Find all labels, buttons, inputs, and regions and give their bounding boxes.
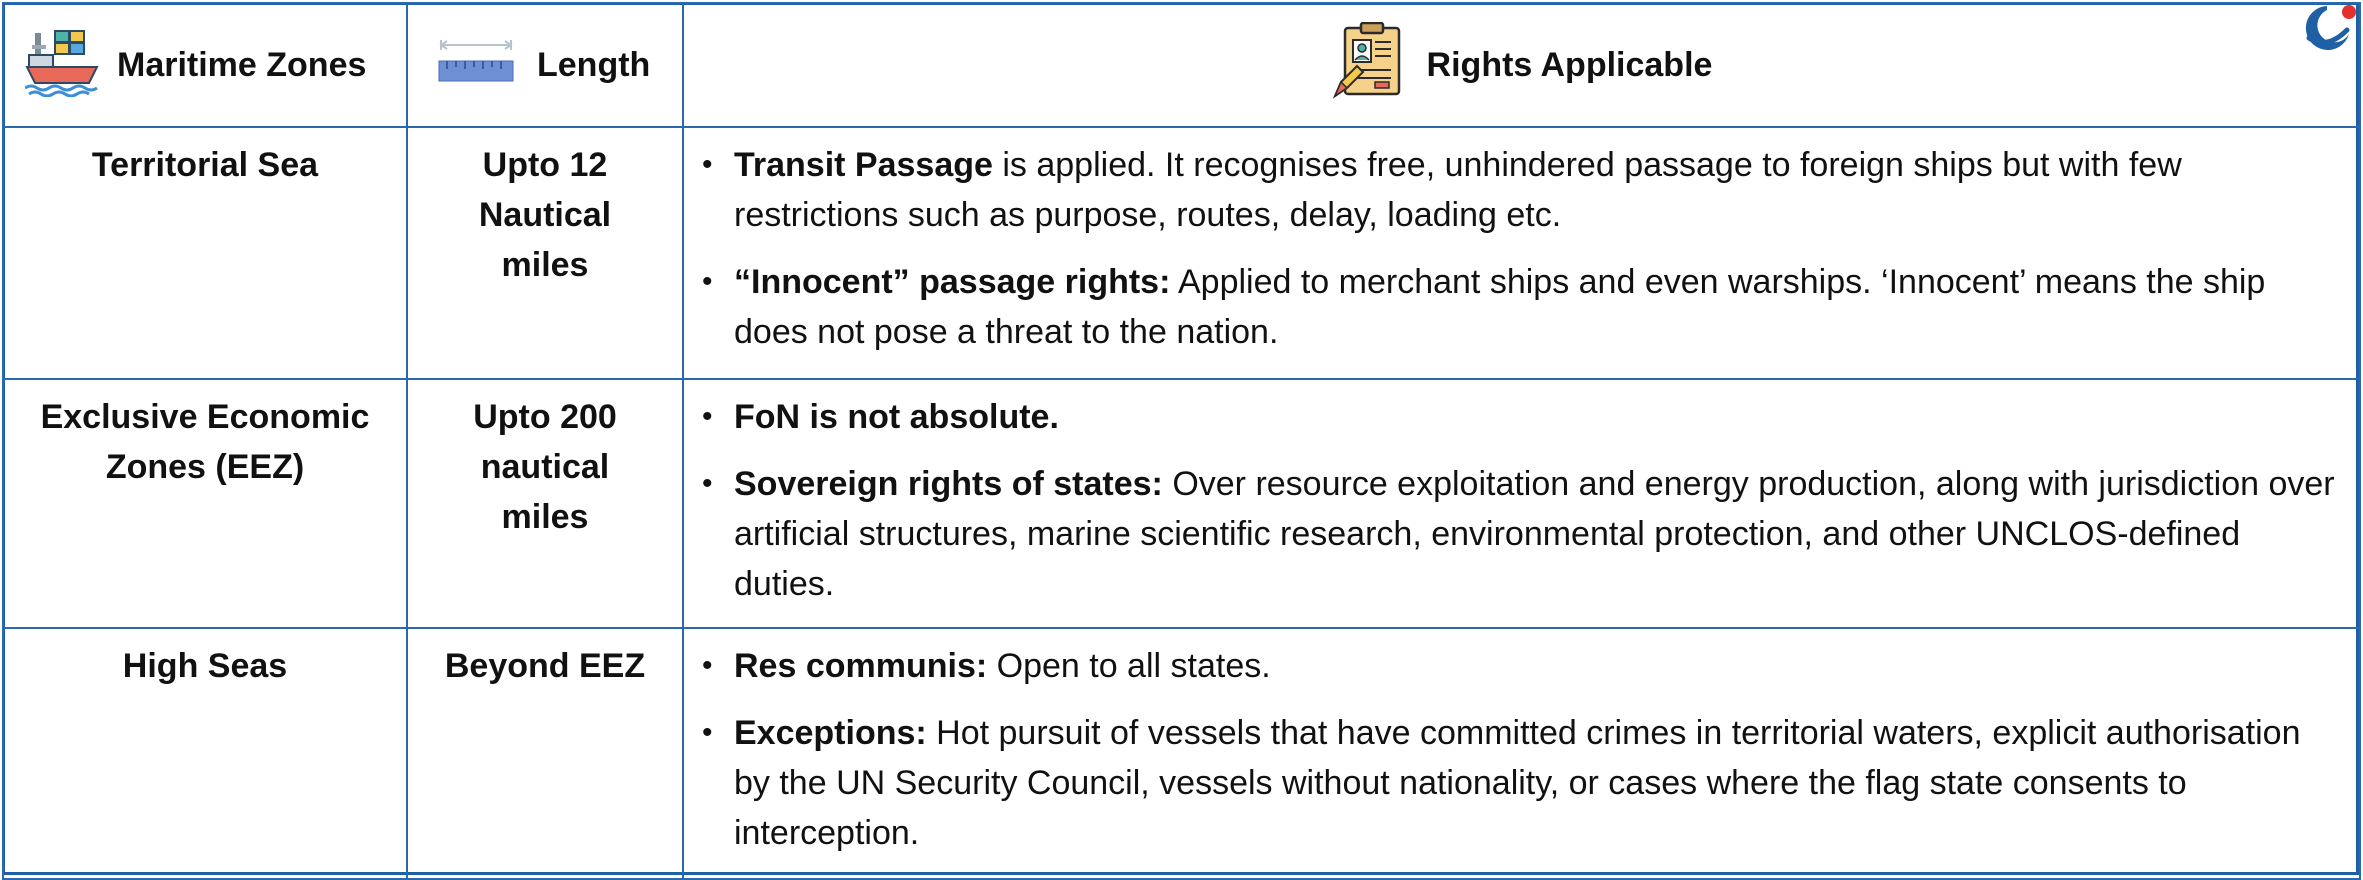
bullet-icon: • xyxy=(702,265,713,298)
header-rights-label: Rights Applicable xyxy=(1426,45,1713,84)
right-text: Hot pursuit of vessels that have committed crimes in territorial waters, explicit authorisation by the UN Security Council, vessels without nationality, or cases where the flag state consents to interception. xyxy=(734,714,2301,852)
cargo-ship-icon xyxy=(25,25,101,106)
table-row xyxy=(3,628,2360,879)
bullet-icon: • xyxy=(702,467,713,500)
zone-cell: High Seas xyxy=(3,628,407,879)
right-title: Exceptions: xyxy=(734,714,927,752)
rights-list xyxy=(684,140,2339,357)
brand-logo-icon xyxy=(2299,0,2361,56)
zone-cell xyxy=(3,379,407,628)
list-item xyxy=(702,257,2339,357)
right-text: Over resource exploitation and energy production, along with jurisdiction over artificial structures, marine scientific research, environmental protection, and other UNCLOS-defined duties. xyxy=(734,465,2335,603)
header-rights xyxy=(683,3,2360,127)
list-item xyxy=(702,140,2339,240)
right-text: Open to all states. xyxy=(987,647,1271,685)
zone-cell: Territorial Sea xyxy=(3,127,407,379)
header-row xyxy=(3,3,2360,127)
table-row xyxy=(3,379,2360,628)
list-item xyxy=(702,459,2339,609)
right-title: Res communis: xyxy=(734,647,988,685)
rights-cell xyxy=(683,127,2360,379)
maritime-zones-table xyxy=(2,2,2361,880)
bullet-icon: • xyxy=(702,148,713,181)
list-item xyxy=(702,641,2339,691)
ruler-icon xyxy=(437,39,515,92)
list-item xyxy=(702,708,2339,858)
rights-list xyxy=(684,641,2339,858)
rights-cell xyxy=(683,628,2360,879)
header-zones-label: Maritime Zones xyxy=(117,45,367,84)
document-clipboard-icon xyxy=(1331,22,1407,109)
length-cell: Beyond EEZ xyxy=(407,628,683,879)
right-title: FoN is not absolute. xyxy=(734,398,1059,436)
header-zones xyxy=(3,3,407,127)
header-length xyxy=(407,3,683,127)
right-title: “Innocent” passage rights: xyxy=(734,263,1171,301)
length-cell xyxy=(407,127,683,379)
zone-value: Exclusive Economic Zones (EEZ) xyxy=(40,398,370,486)
length-value: Upto 200 nautical miles xyxy=(473,398,617,536)
bullet-icon: • xyxy=(702,400,713,433)
right-title: Transit Passage xyxy=(734,146,993,184)
table-row xyxy=(3,127,2360,379)
right-title: Sovereign rights of states: xyxy=(734,465,1163,503)
right-text: Applied to merchant ships and even warships. ‘Innocent’ means the ship does not pose a threat to the nation. xyxy=(734,263,2266,351)
bullet-icon: • xyxy=(702,649,713,682)
bullet-icon: • xyxy=(702,716,713,749)
header-length-label: Length xyxy=(537,45,651,84)
length-cell xyxy=(407,379,683,628)
list-item xyxy=(702,392,2339,442)
rights-list xyxy=(684,392,2339,609)
right-text: is applied. It recognises free, unhindered passage to foreign ships but with few restrictions such as purpose, routes, delay, loading etc. xyxy=(734,146,2182,234)
rights-cell xyxy=(683,379,2360,628)
length-value: Upto 12 Nautical miles xyxy=(478,146,612,284)
